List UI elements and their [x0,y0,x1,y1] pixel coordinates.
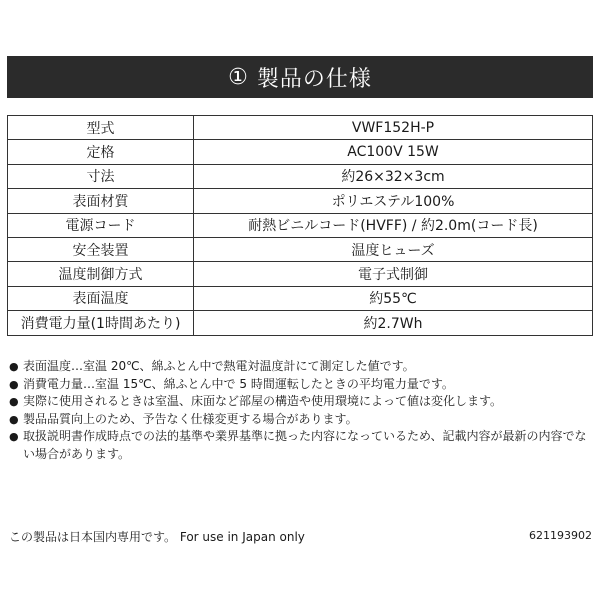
spec-label: 温度制御方式 [8,262,194,286]
list-item [9,376,593,394]
table-row [8,286,593,310]
spec-table [7,115,593,336]
table-row [8,311,593,335]
section-title-text: 製品の仕様 [256,66,372,92]
table-row [8,237,593,261]
note-text: 製品品質向上のため、予告なく仕様変更する場合があります。 [23,411,358,426]
section-number: ① [228,64,249,90]
bullet-icon: ● [9,377,19,391]
table-row [8,164,593,188]
spec-label: 消費電力量(1時間あたり) [8,311,194,335]
note-text: 実際に使用されるときは室温、床面など部屋の構造や使用環境によって値は変化します。 [23,394,503,408]
table-row [8,140,593,164]
spec-label: 表面材質 [8,189,194,213]
section-title [7,56,593,98]
spec-label: 安全装置 [8,237,194,261]
spec-label: 型式 [8,116,194,140]
list-item [9,393,593,411]
note-text: 消費電力量…室温 15℃、綿ふとん中で 5 時間運転したときの平均電力量です。 [23,376,454,391]
bullet-icon: ● [9,360,19,373]
spec-value: 温度ヒューズ [194,237,593,261]
table-row [8,213,593,237]
note-text: 表面温度…室温 20℃、綿ふとん中で熱電対温度計にて測定した値です。 [23,359,415,373]
table-row [8,262,593,286]
notes-list [9,358,593,463]
spec-value: ポリエステル100% [194,189,593,213]
spec-value: AC100V 15W [194,140,593,164]
spec-label: 電源コード [8,213,194,237]
spec-value: 約2.7Wh [194,311,593,335]
note-text: 取扱説明書作成時点での法的基準や業界基準に拠った内容になっているため、記載内容が最新の内容でない場合があります。 [23,429,587,461]
list-item [9,428,593,463]
japan-only-notice: この製品は日本国内専用です。 For use in Japan only [9,530,305,544]
product-code: 621193902 [529,529,592,542]
table-row [8,189,593,213]
bullet-icon: ● [9,412,19,426]
list-item [9,411,593,429]
spec-value: 電子式制御 [194,262,593,286]
spec-label: 表面温度 [8,286,194,310]
spec-value: 約55℃ [194,286,593,310]
spec-label: 定格 [8,140,194,164]
spec-value: VWF152H-P [194,116,593,140]
spec-value: 約26×32×3cm [194,164,593,188]
list-item [9,358,593,376]
bullet-icon: ● [9,395,19,408]
table-row [8,116,593,140]
spec-label: 寸法 [8,164,194,188]
bullet-icon: ● [9,430,19,443]
spec-value: 耐熱ビニルコード(HVFF) / 約2.0m(コード長) [194,213,593,237]
